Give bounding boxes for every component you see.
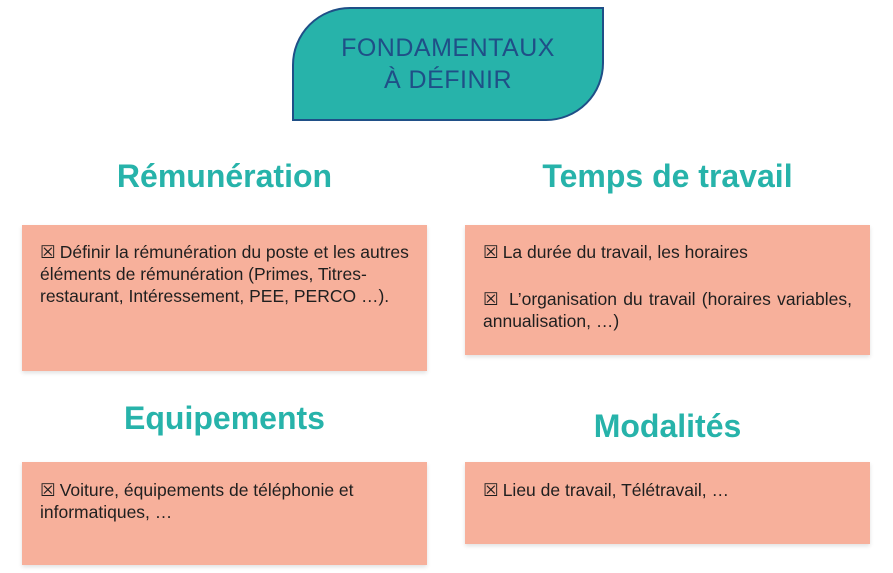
list-item	[40, 241, 409, 307]
section-title-remuneration: Rémunération	[116, 158, 333, 194]
section-box-temps-de-travail	[465, 225, 870, 355]
item-text: Voiture, équipements de téléphonie et informatiques, …	[40, 480, 354, 522]
item-text: L’organisation du travail (horaires variables, annualisation, …)	[483, 289, 852, 331]
section-box-equipements	[22, 462, 427, 565]
checkbox-icon: ☒	[483, 242, 499, 262]
section-title-temps-de-travail: Temps de travail	[542, 158, 793, 194]
checkbox-icon: ☒	[40, 242, 56, 262]
list-item	[483, 241, 852, 263]
item-text: Définir la rémunération du poste et les autres éléments de rémunération (Primes, Titres-restaurant, Intéressement, PEE, PERCO …).	[40, 242, 409, 306]
list-item	[40, 479, 409, 523]
section-box-modalites	[465, 462, 870, 544]
section-title-modalites: Modalités	[593, 408, 742, 444]
section-box-remuneration	[22, 225, 427, 371]
list-item	[483, 288, 852, 332]
item-text: Lieu de travail, Télétravail, …	[502, 480, 730, 500]
banner-line-2: À DÉFINIR	[383, 66, 513, 94]
section-title-equipements: Equipements	[124, 400, 325, 436]
checkbox-icon: ☒	[40, 480, 56, 500]
checkbox-icon: ☒	[483, 289, 499, 309]
item-text: La durée du travail, les horaires	[502, 242, 748, 262]
banner-line-1: FONDAMENTAUX	[341, 34, 555, 62]
list-item	[483, 479, 852, 501]
checkbox-icon: ☒	[483, 480, 499, 500]
title-banner	[292, 7, 604, 121]
